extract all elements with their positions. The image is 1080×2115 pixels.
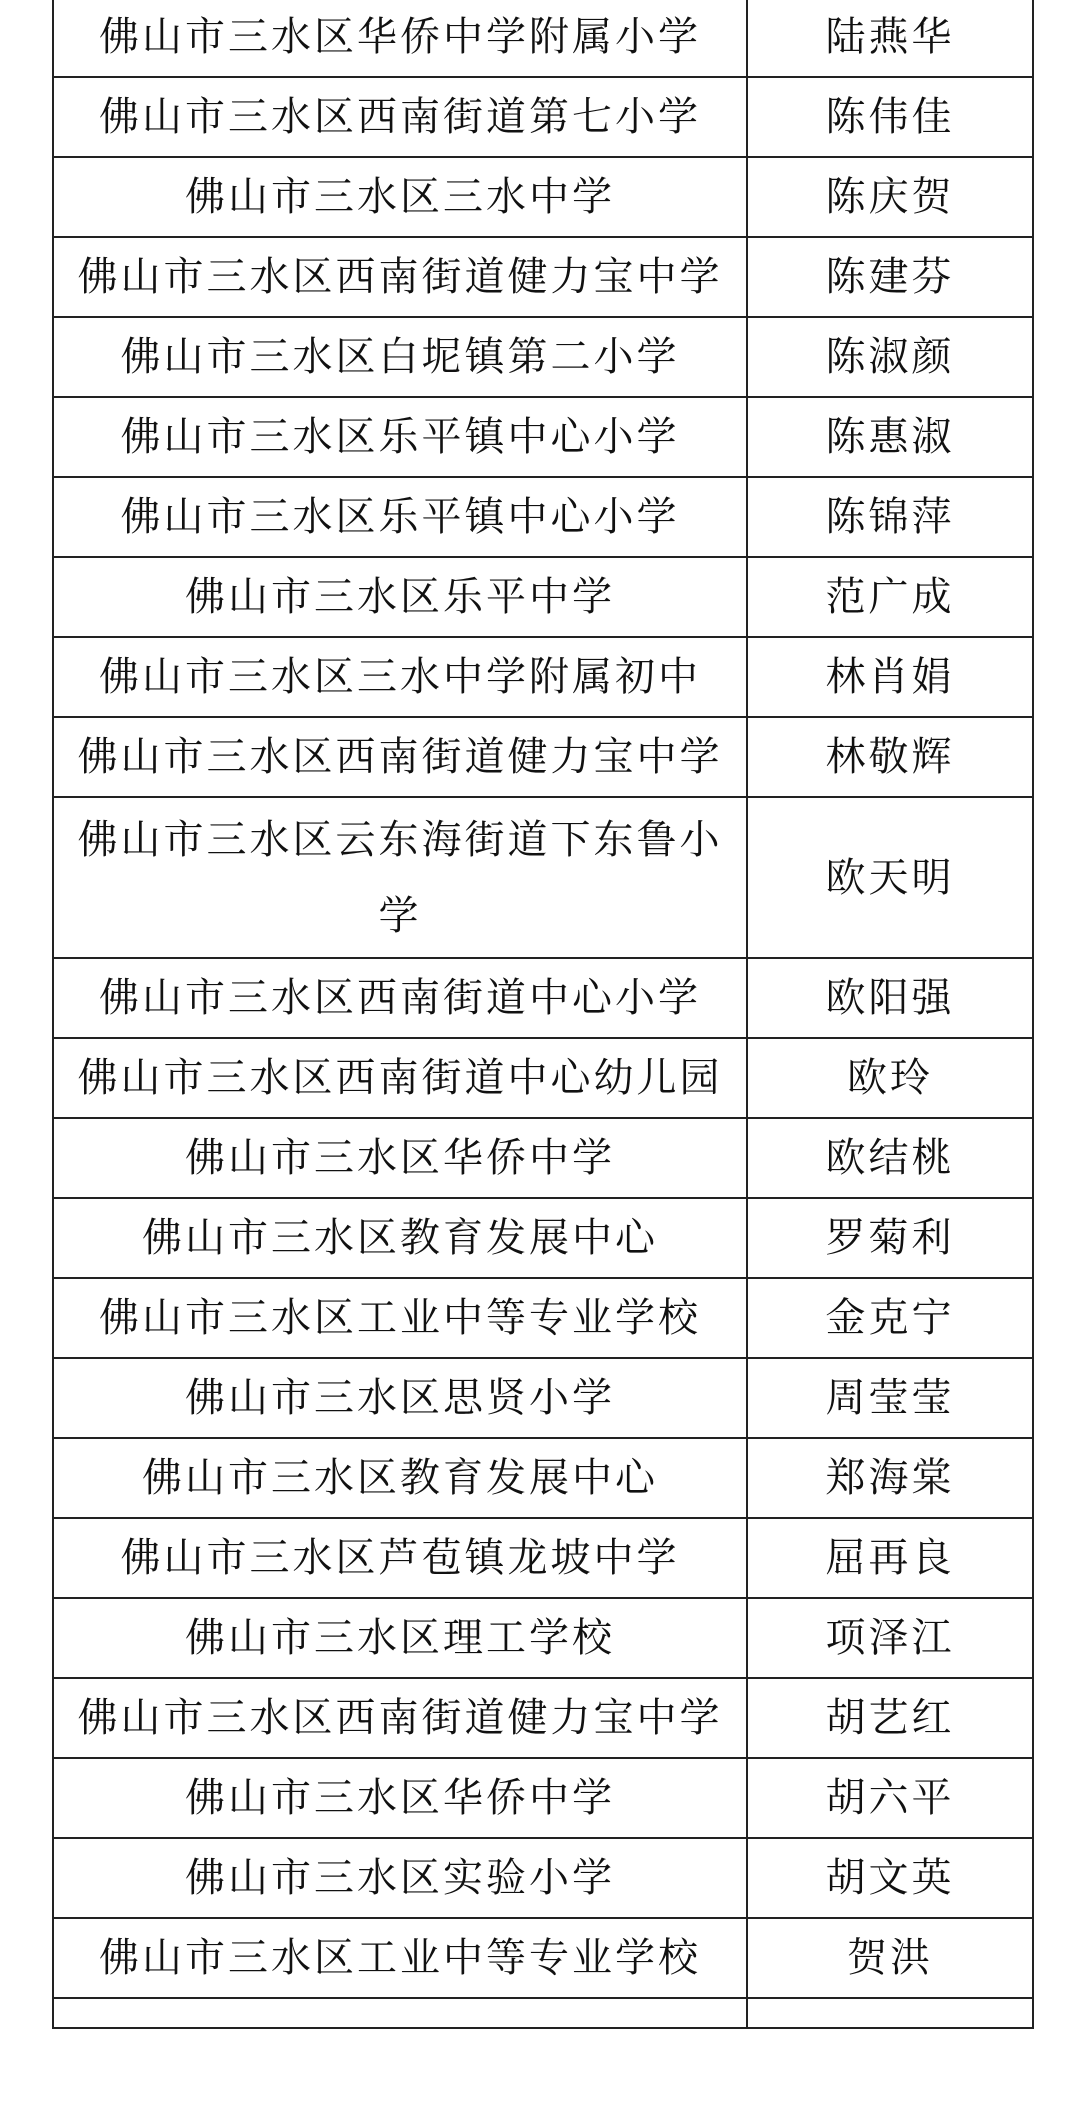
- school-cell: 佛山市三水区西南街道中心小学: [54, 958, 747, 1038]
- name-cell: 周莹莹: [747, 1358, 1032, 1438]
- table-row: [54, 477, 1032, 557]
- awardee-table: [54, 0, 1032, 2029]
- table-row: [54, 797, 1032, 958]
- school-cell: 佛山市三水区理工学校: [54, 1598, 747, 1678]
- name-cell: 郑海棠: [747, 1438, 1032, 1518]
- awardee-table-body: [54, 0, 1032, 2028]
- school-cell: 佛山市三水区西南街道第七小学: [54, 77, 747, 157]
- table-row: [54, 1918, 1032, 1998]
- name-cell: 金克宁: [747, 1278, 1032, 1358]
- name-cell: 陈伟佳: [747, 77, 1032, 157]
- name-cell: 陈惠淑: [747, 397, 1032, 477]
- school-cell: 佛山市三水区芦苞镇龙坡中学: [54, 1518, 747, 1598]
- school-cell: 佛山市三水区华侨中学: [54, 1758, 747, 1838]
- table-row: [54, 1678, 1032, 1758]
- name-cell: 林敬辉: [747, 717, 1032, 797]
- table-row: [54, 1598, 1032, 1678]
- name-cell: 范广成: [747, 557, 1032, 637]
- school-cell: 佛山市三水区三水中学附属初中: [54, 637, 747, 717]
- name-cell: 欧天明: [747, 797, 1032, 958]
- name-cell: 胡艺红: [747, 1678, 1032, 1758]
- school-cell: 佛山市三水区乐平镇中心小学: [54, 397, 747, 477]
- table-row: [54, 157, 1032, 237]
- school-cell: 佛山市三水区华侨中学附属小学: [54, 0, 747, 77]
- school-cell: 佛山市三水区乐平镇中心小学: [54, 477, 747, 557]
- school-cell: 佛山市三水区思贤小学: [54, 1358, 747, 1438]
- school-cell: 佛山市三水区教育发展中心: [54, 1198, 747, 1278]
- table-row: [54, 397, 1032, 477]
- school-cell: 佛山市三水区西南街道健力宝中学: [54, 717, 747, 797]
- table-row: [54, 317, 1032, 397]
- table-row: [54, 1278, 1032, 1358]
- school-cell: 佛山市三水区三水中学: [54, 157, 747, 237]
- name-cell: 贺洪: [747, 1918, 1032, 1998]
- table-row: [54, 1038, 1032, 1118]
- name-cell: 欧阳强: [747, 958, 1032, 1038]
- school-cell: 佛山市三水区工业中等专业学校: [54, 1918, 747, 1998]
- table-row: [54, 717, 1032, 797]
- table-row: [54, 0, 1032, 77]
- name-cell: 胡六平: [747, 1758, 1032, 1838]
- school-cell: 佛山市三水区西南街道健力宝中学: [54, 237, 747, 317]
- school-cell: 佛山市三水区教育发展中心: [54, 1438, 747, 1518]
- awardee-table-container: [52, 0, 1034, 2029]
- school-cell: 佛山市三水区西南街道中心幼儿园: [54, 1038, 747, 1118]
- name-cell: 屈再良: [747, 1518, 1032, 1598]
- table-row: [54, 958, 1032, 1038]
- table-row: [54, 77, 1032, 157]
- name-cell: 陈淑颜: [747, 317, 1032, 397]
- table-row: [54, 1438, 1032, 1518]
- school-cell: 佛山市三水区云东海街道下东鲁小学: [54, 797, 747, 958]
- name-cell: 陈锦萍: [747, 477, 1032, 557]
- table-row: [54, 237, 1032, 317]
- table-row: [54, 1358, 1032, 1438]
- school-cell: 佛山市三水区实验小学: [54, 1838, 747, 1918]
- name-cell: 林肖娟: [747, 637, 1032, 717]
- table-row: [54, 557, 1032, 637]
- school-cell: 佛山市三水区工业中等专业学校: [54, 1278, 747, 1358]
- table-row: [54, 1758, 1032, 1838]
- school-cell-empty: [54, 1998, 747, 2028]
- name-cell: 项泽江: [747, 1598, 1032, 1678]
- name-cell: 陈庆贺: [747, 157, 1032, 237]
- table-row: [54, 1838, 1032, 1918]
- table-row: [54, 637, 1032, 717]
- school-cell: 佛山市三水区华侨中学: [54, 1118, 747, 1198]
- name-cell: 陆燕华: [747, 0, 1032, 77]
- name-cell: 欧结桃: [747, 1118, 1032, 1198]
- name-cell: 胡文英: [747, 1838, 1032, 1918]
- school-cell: 佛山市三水区乐平中学: [54, 557, 747, 637]
- school-cell: 佛山市三水区白坭镇第二小学: [54, 317, 747, 397]
- name-cell: 罗菊利: [747, 1198, 1032, 1278]
- name-cell: 陈建芬: [747, 237, 1032, 317]
- name-cell: 欧玲: [747, 1038, 1032, 1118]
- table-row: [54, 1118, 1032, 1198]
- table-row-partial: [54, 1998, 1032, 2028]
- table-row: [54, 1518, 1032, 1598]
- table-row: [54, 1198, 1032, 1278]
- school-cell: 佛山市三水区西南街道健力宝中学: [54, 1678, 747, 1758]
- name-cell-empty: [747, 1998, 1032, 2028]
